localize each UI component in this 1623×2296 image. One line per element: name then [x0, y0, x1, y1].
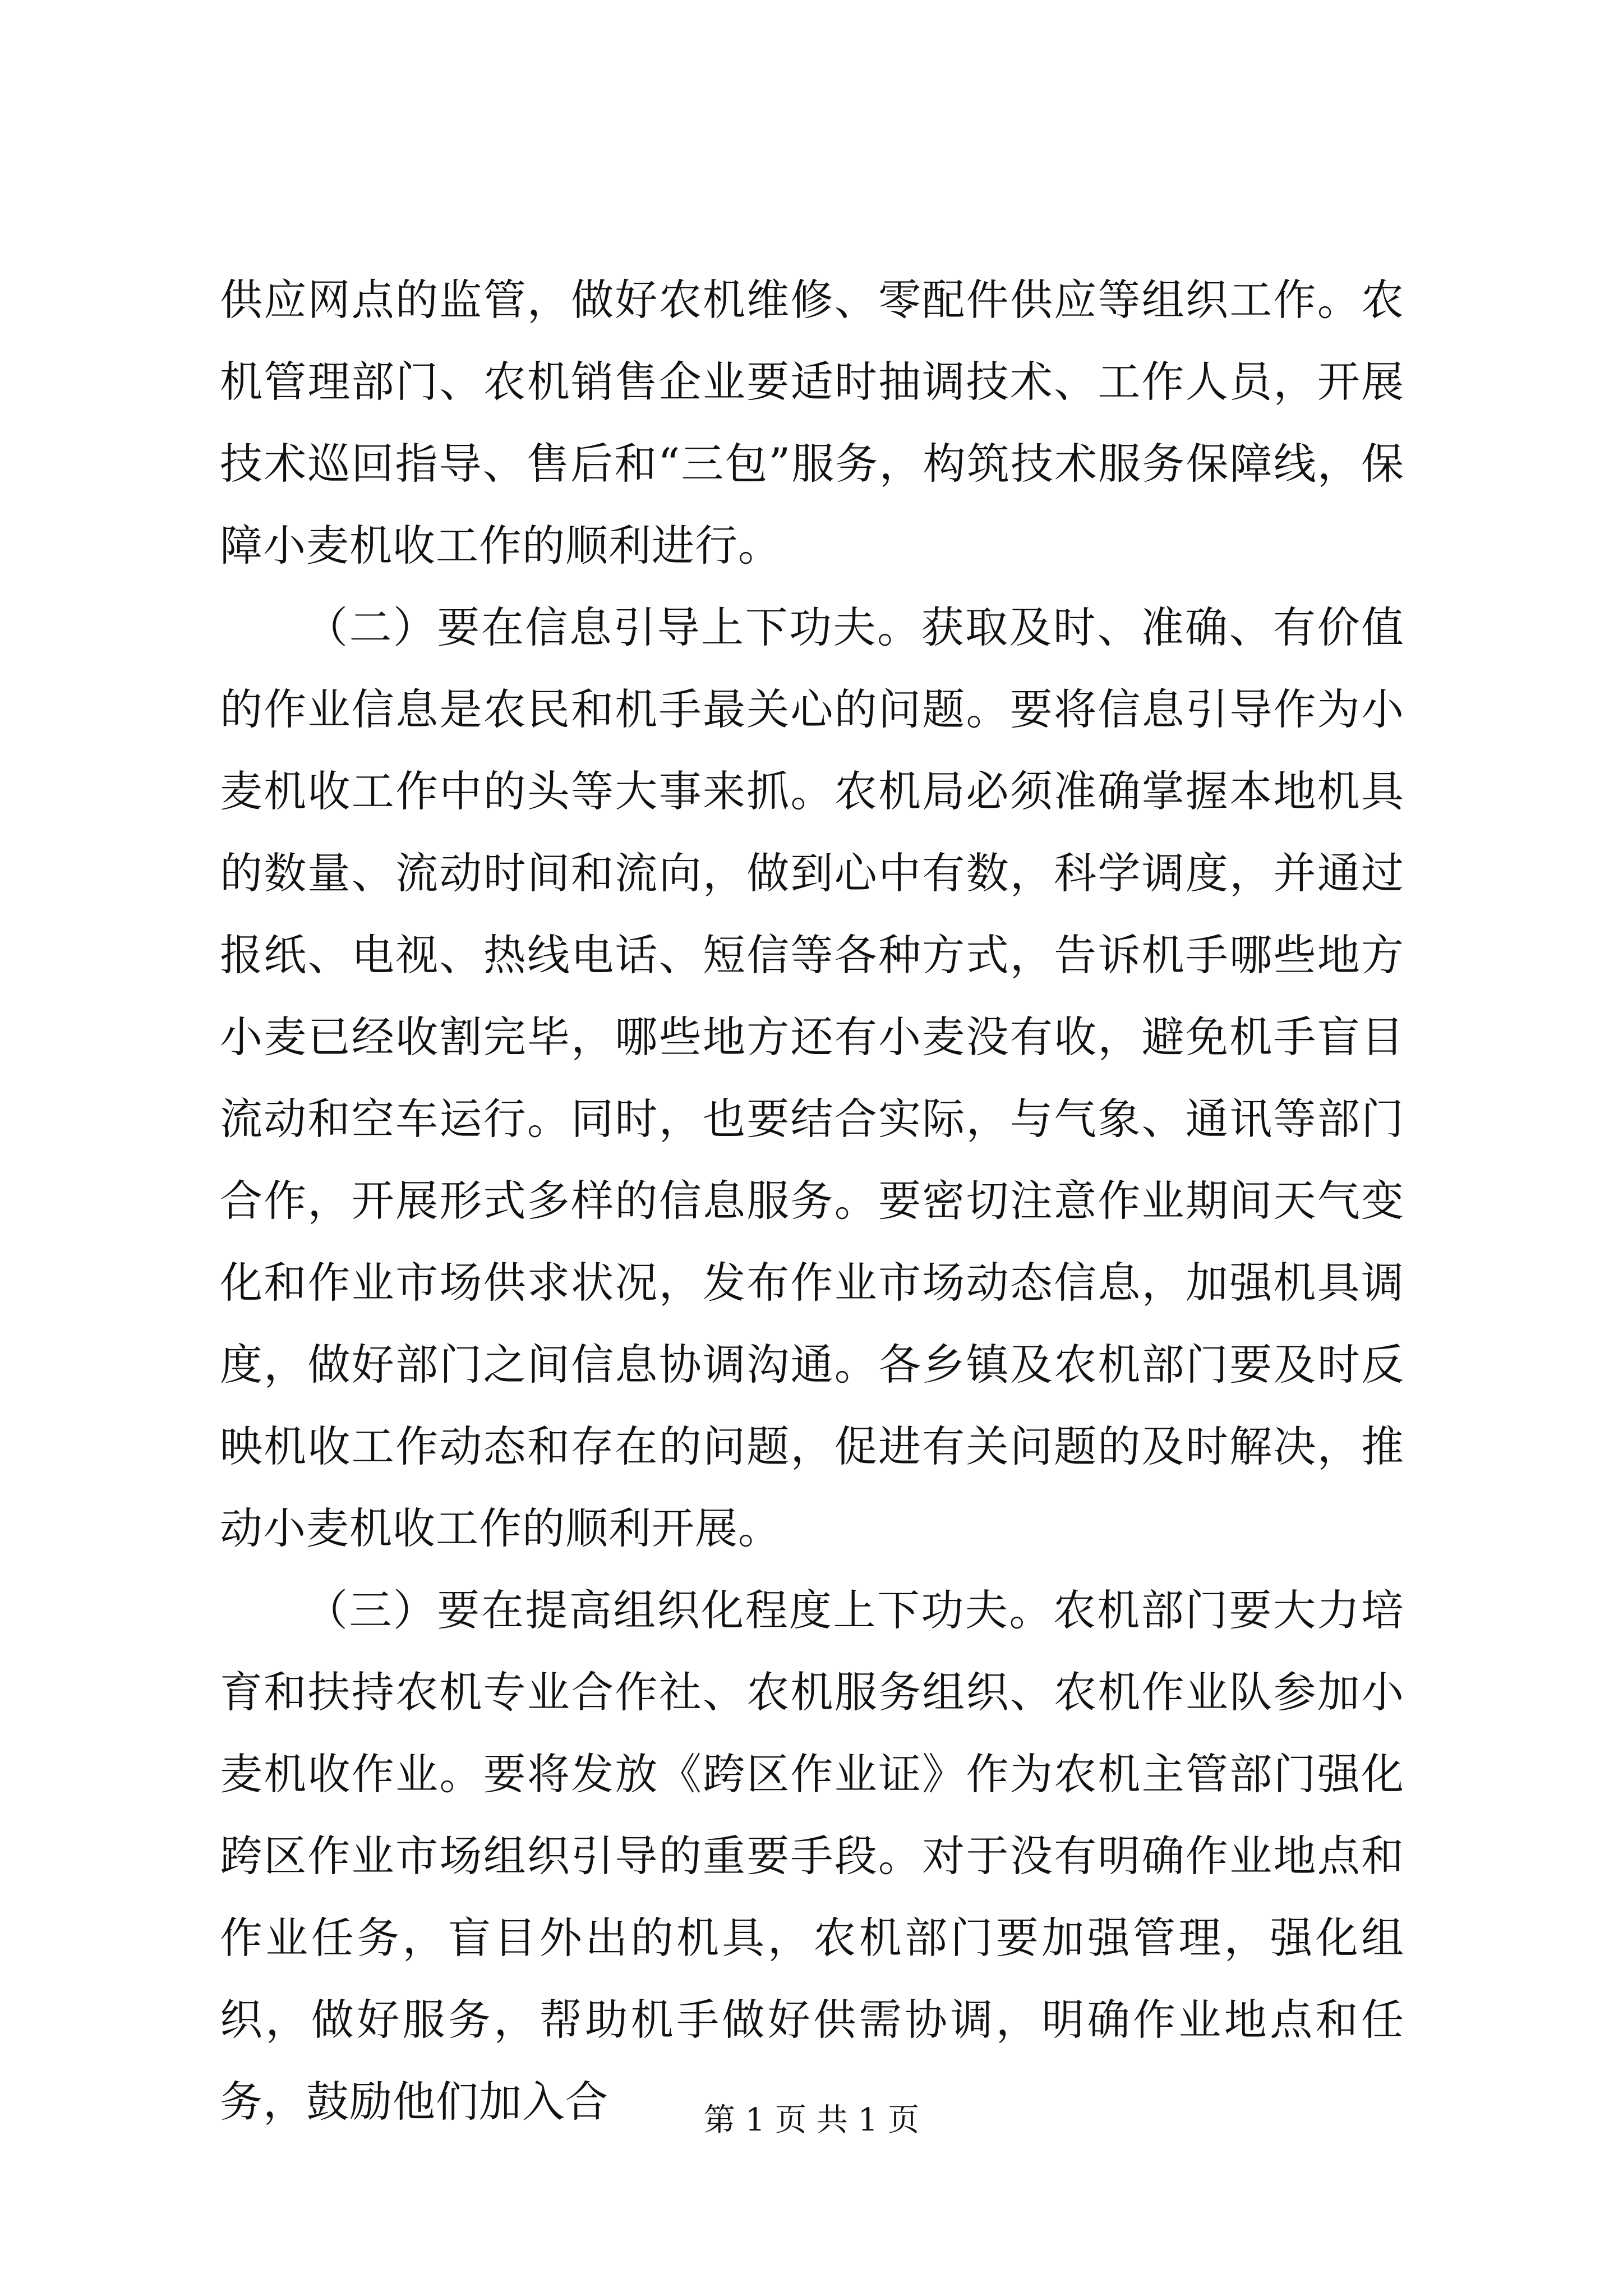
document-body — [220, 259, 1404, 2143]
paragraph-continuation: 供应网点的监管，做好农机维修、零配件供应等组织工作。农机管理部门、农机销售企业要适时抽调技术、工作人员，开展技术巡回指导、售后和“三包”服务，构筑技术服务保障线，保障小麦机收工作的顺利进行。 — [220, 275, 1404, 570]
paragraph-information-guidance: （二）要在信息引导上下功夫。获取及时、准确、有价值的作业信息是农民和机手最关心的问题。要将信息引导作为小麦机收工作中的头等大事来抓。农机局必须准确掌握本地机具的数量、流动时间和流向，做到心中有数，科学调度，并通过报纸、电视、热线电话、短信等各种方式，告诉机手哪些地方小麦已经收割完毕，哪些地方还有小麦没有收，避免机手盲目流动和空车运行。同时，也要结合实际，与气象、通讯等部门合作，开展形式多样的信息服务。要密切注意作业期间天气变化和作业市场供求状况，发布作业市场动态信息，加强机具调度，做好部门之间信息协调沟通。各乡镇及农机部门要及时反映机收工作动态和存在的问题，促进有关问题的及时解决，推动小麦机收工作的顺利开展。 — [220, 602, 1404, 1553]
paragraph-organization-level: （三）要在提高组织化程度上下功夫。农机部门要大力培育和扶持农机专业合作社、农机服务组织、农机作业队参加小麦机收作业。要将发放《跨区作业证》作为农机主管部门强化跨区作业市场组织引导的重要手段。对于没有明确作业地点和作业任务，盲目外出的机具，农机部门要加强管理，强化组织，做好服务，帮助机手做好供需协调，明确作业地点和任务，鼓励他们加入合 — [220, 1585, 1404, 2127]
page-footer: 第 1 页 共 1 页 — [703, 2102, 920, 2138]
